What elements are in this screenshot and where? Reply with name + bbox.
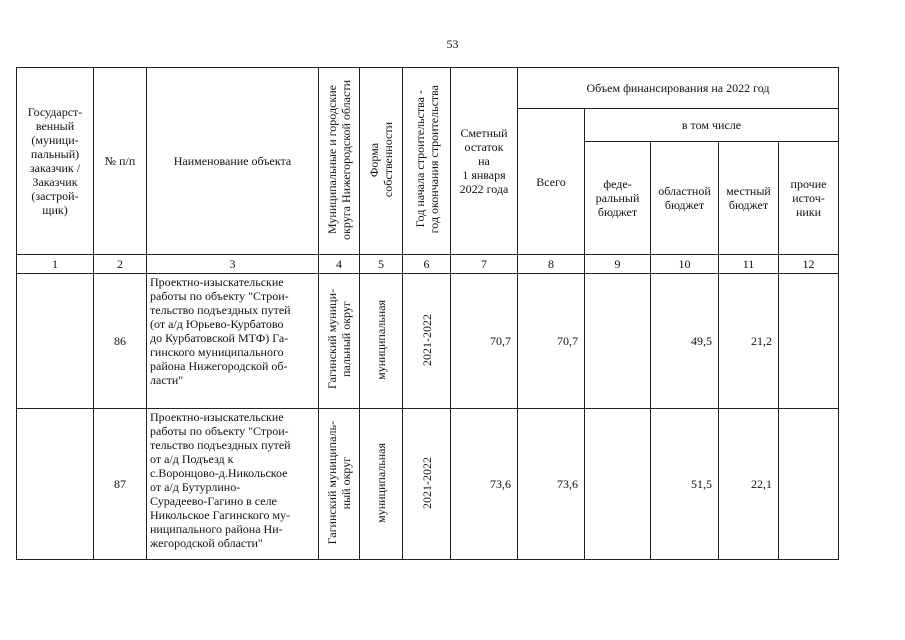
row-local: 21,2 [719, 274, 779, 409]
row-customer [17, 409, 94, 560]
row-federal [585, 409, 651, 560]
header-customer: Государст- венный (муници- пальный) заказчик / Заказчик (застрой- щик) [17, 68, 94, 255]
row-years: 2021-2022 [419, 456, 434, 509]
row-district-cell [319, 409, 360, 560]
row-district-cell [319, 274, 360, 409]
header-federal: феде- ральный бюджет [585, 142, 651, 255]
header-ownership: Форма собственности [367, 121, 395, 198]
row-local: 22,1 [719, 409, 779, 560]
column-number-row [17, 255, 839, 274]
row-name: Проектно-изыскательские работы по объекту "Строи- тельство подъездных путей (от а/д Юрьево-Курбатово до Курбатовской МТФ) Га- гинского муниципального района Нижегородской об- ласти" [147, 274, 319, 409]
row-ownership-cell [360, 409, 403, 560]
header-including: в том числе [585, 109, 839, 142]
column-number: 3 [147, 255, 319, 274]
table-row [17, 409, 839, 560]
column-number: 12 [779, 255, 839, 274]
row-customer [17, 274, 94, 409]
header-district: Муниципальные и городские округа Нижегородской области [325, 79, 353, 240]
column-number: 1 [17, 255, 94, 274]
row-total: 70,7 [518, 274, 585, 409]
row-num: 87 [94, 409, 147, 560]
header-other: прочие источ- ники [779, 142, 839, 255]
header-total: Всего [518, 109, 585, 255]
row-ownership: муниципальная [374, 299, 388, 380]
header-name: Наименование объекта [147, 68, 319, 255]
row-regional: 49,5 [651, 274, 719, 409]
row-other [779, 409, 839, 560]
column-number: 4 [319, 255, 360, 274]
row-regional: 51,5 [651, 409, 719, 560]
row-district: Гагинский муници- пальный округ [325, 289, 353, 390]
column-number: 9 [585, 255, 651, 274]
table-row [17, 274, 839, 409]
row-years: 2021-2022 [419, 313, 434, 366]
header-financing: Объем финансирования на 2022 год [518, 68, 839, 109]
column-number: 5 [360, 255, 403, 274]
row-district: Гагинский муниципаль- ный округ [325, 420, 353, 545]
column-number: 8 [518, 255, 585, 274]
column-number: 7 [451, 255, 518, 274]
row-ownership-cell [360, 274, 403, 409]
column-number: 11 [719, 255, 779, 274]
header-regional: областной бюджет [651, 142, 719, 255]
header-balance: Сметный остаток на 1 января 2022 года [451, 68, 518, 255]
row-other [779, 274, 839, 409]
row-num: 86 [94, 274, 147, 409]
row-federal [585, 274, 651, 409]
header-row-1 [17, 68, 839, 109]
header-years: Год начала строительства - год окончания строительства [412, 85, 441, 234]
row-years-cell [403, 409, 451, 560]
row-years-cell [403, 274, 451, 409]
header-ownership-cell [360, 68, 403, 255]
row-balance: 73,6 [451, 409, 518, 560]
header-num: № п/п [94, 68, 147, 255]
page-number: 53 [446, 37, 459, 51]
financing-table [16, 67, 839, 560]
row-name: Проектно-изыскательские работы по объекту "Строи- тельство подъездных путей от а/д Подъезд к с.Воронцово-д.Никольское от а/д Бутурлино- Сурадеево-Гагино в селе Никольское Гагинского му- ниципального района Ни- жегородской области" [147, 409, 319, 560]
header-district-cell [319, 68, 360, 255]
column-number: 2 [94, 255, 147, 274]
column-number: 10 [651, 255, 719, 274]
row-balance: 70,7 [451, 274, 518, 409]
row-total: 73,6 [518, 409, 585, 560]
column-number: 6 [403, 255, 451, 274]
row-ownership: муниципальная [374, 442, 388, 523]
header-years-cell [403, 68, 451, 255]
header-local: местный бюджет [719, 142, 779, 255]
